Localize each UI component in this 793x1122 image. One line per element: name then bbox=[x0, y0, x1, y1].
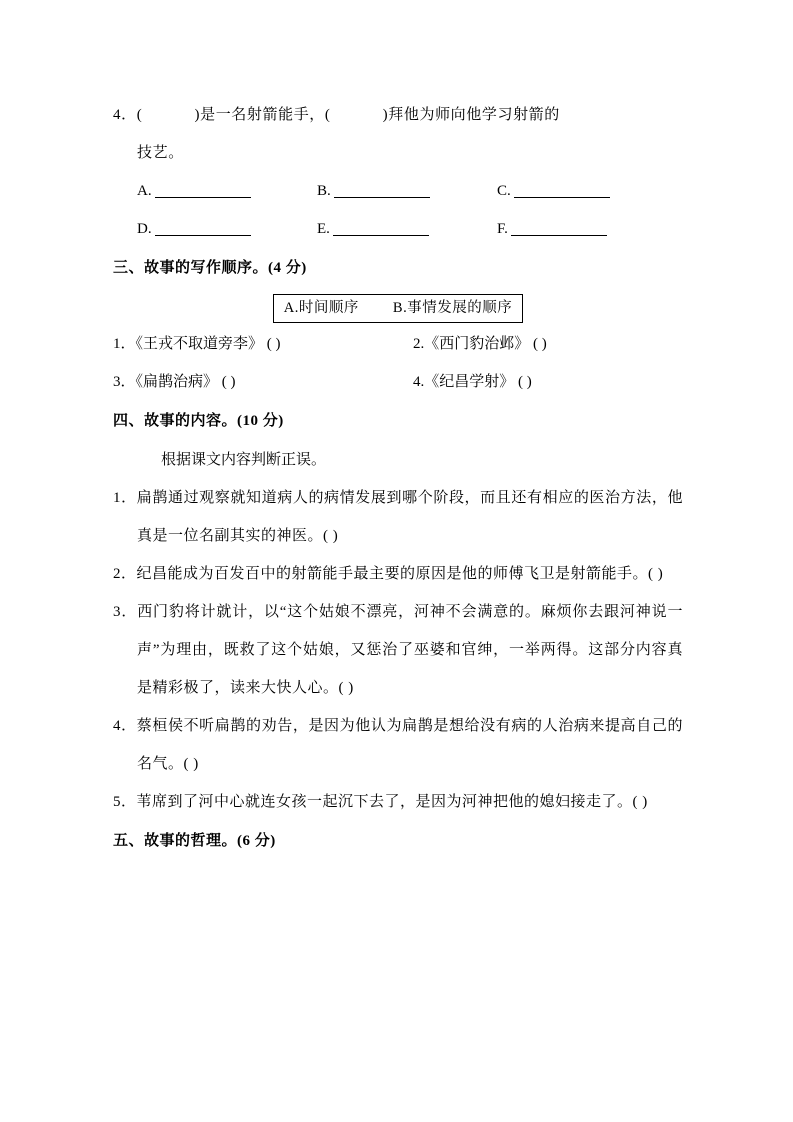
choice-box-wrapper bbox=[113, 294, 683, 323]
order-row-2 bbox=[113, 363, 683, 401]
choice-option-b[interactable]: B.事情发展的顺序 bbox=[392, 300, 513, 316]
order-item-4[interactable]: 4.《纪昌学射》 ( ) bbox=[413, 374, 532, 390]
judge-item-3-number: 3． bbox=[113, 604, 138, 620]
blank-option-d-line[interactable] bbox=[155, 235, 251, 236]
judge-item-4-number: 4． bbox=[113, 718, 137, 734]
blank-option-f-line[interactable] bbox=[511, 235, 607, 236]
blank-option-f-label: F. bbox=[497, 221, 508, 237]
blank-option-e-line[interactable] bbox=[333, 235, 429, 236]
choice-box bbox=[273, 294, 523, 323]
section-4-heading: 四、故事的内容。(10 分) bbox=[113, 413, 284, 429]
question-4-line-1 bbox=[113, 96, 683, 134]
order-item-3[interactable]: 3．《扁鹊治病》 ( ) bbox=[113, 374, 236, 390]
blank-option-a-line[interactable] bbox=[155, 197, 251, 198]
judge-item-5-text: 苇席到了河中心就连女孩一起沉下去了，是因为河神把他的媳妇接走了。( ) bbox=[136, 794, 648, 810]
blank-option-e[interactable] bbox=[317, 210, 497, 248]
blank-option-b-label: B. bbox=[317, 183, 331, 199]
judge-item-1-number: 1． bbox=[113, 490, 137, 506]
page-content bbox=[113, 96, 683, 861]
judge-item-4-text: 蔡桓侯不听扁鹊的劝告，是因为他认为扁鹊是想给没有病的人治病来提高自己的名气。( ) bbox=[136, 718, 683, 772]
judge-item-3-text: 西门豹将计就计，以“这个姑娘不漂亮，河神不会满意的。麻烦你去跟河神说一声”为理由，既救了这个姑娘，又惩治了巫婆和官绅，一举两得。这部分内容真是精彩极了，读来大快人心。( ) bbox=[137, 604, 683, 696]
judge-item-1-text: 扁鹊通过观察就知道病人的病情发展到哪个阶段，而且还有相应的医治方法，他真是一位名副其实的神医。( ) bbox=[136, 490, 683, 544]
blank-option-a[interactable] bbox=[137, 172, 317, 210]
blank-options-row-2 bbox=[113, 210, 683, 248]
blank-option-b-line[interactable] bbox=[334, 197, 430, 198]
choice-option-a[interactable]: A.时间顺序 bbox=[283, 300, 359, 316]
judge-item-5-number: 5． bbox=[113, 794, 137, 810]
question-4-text: 4．( )是一名射箭能手，( )拜他为师向他学习射箭的 bbox=[113, 107, 560, 123]
blank-option-c-line[interactable] bbox=[514, 197, 610, 198]
order-row-1 bbox=[113, 325, 683, 363]
section-5-heading: 五、故事的哲理。(6 分) bbox=[113, 833, 276, 849]
blank-option-f[interactable] bbox=[497, 210, 677, 248]
blank-option-e-label: E. bbox=[317, 221, 330, 237]
judge-item-3[interactable] bbox=[113, 593, 683, 707]
blank-option-d[interactable] bbox=[137, 210, 317, 248]
blank-options-row-1 bbox=[113, 172, 683, 210]
judge-item-5[interactable] bbox=[113, 783, 683, 821]
section-4-note: 根据课文内容判断正误。 bbox=[161, 452, 327, 468]
blank-option-b[interactable] bbox=[317, 172, 497, 210]
judge-item-2-number: 2． bbox=[113, 566, 137, 582]
blank-option-a-label: A. bbox=[137, 183, 152, 199]
blank-option-d-label: D. bbox=[137, 221, 152, 237]
question-4-line-2: 技艺。 bbox=[137, 145, 184, 161]
judge-item-4[interactable] bbox=[113, 707, 683, 783]
order-item-2[interactable]: 2.《西门豹治邺》 ( ) bbox=[413, 336, 547, 352]
judge-item-2[interactable] bbox=[113, 555, 683, 593]
order-item-1[interactable]: 1．《王戎不取道旁李》 ( ) bbox=[113, 336, 281, 352]
judge-item-1[interactable] bbox=[113, 479, 683, 555]
section-3-heading: 三、故事的写作顺序。(4 分) bbox=[113, 260, 307, 276]
blank-option-c-label: C. bbox=[497, 183, 511, 199]
judge-item-2-text: 纪昌能成为百发百中的射箭能手最主要的原因是他的师傅飞卫是射箭能手。( ) bbox=[136, 566, 664, 582]
blank-option-c[interactable] bbox=[497, 172, 677, 210]
